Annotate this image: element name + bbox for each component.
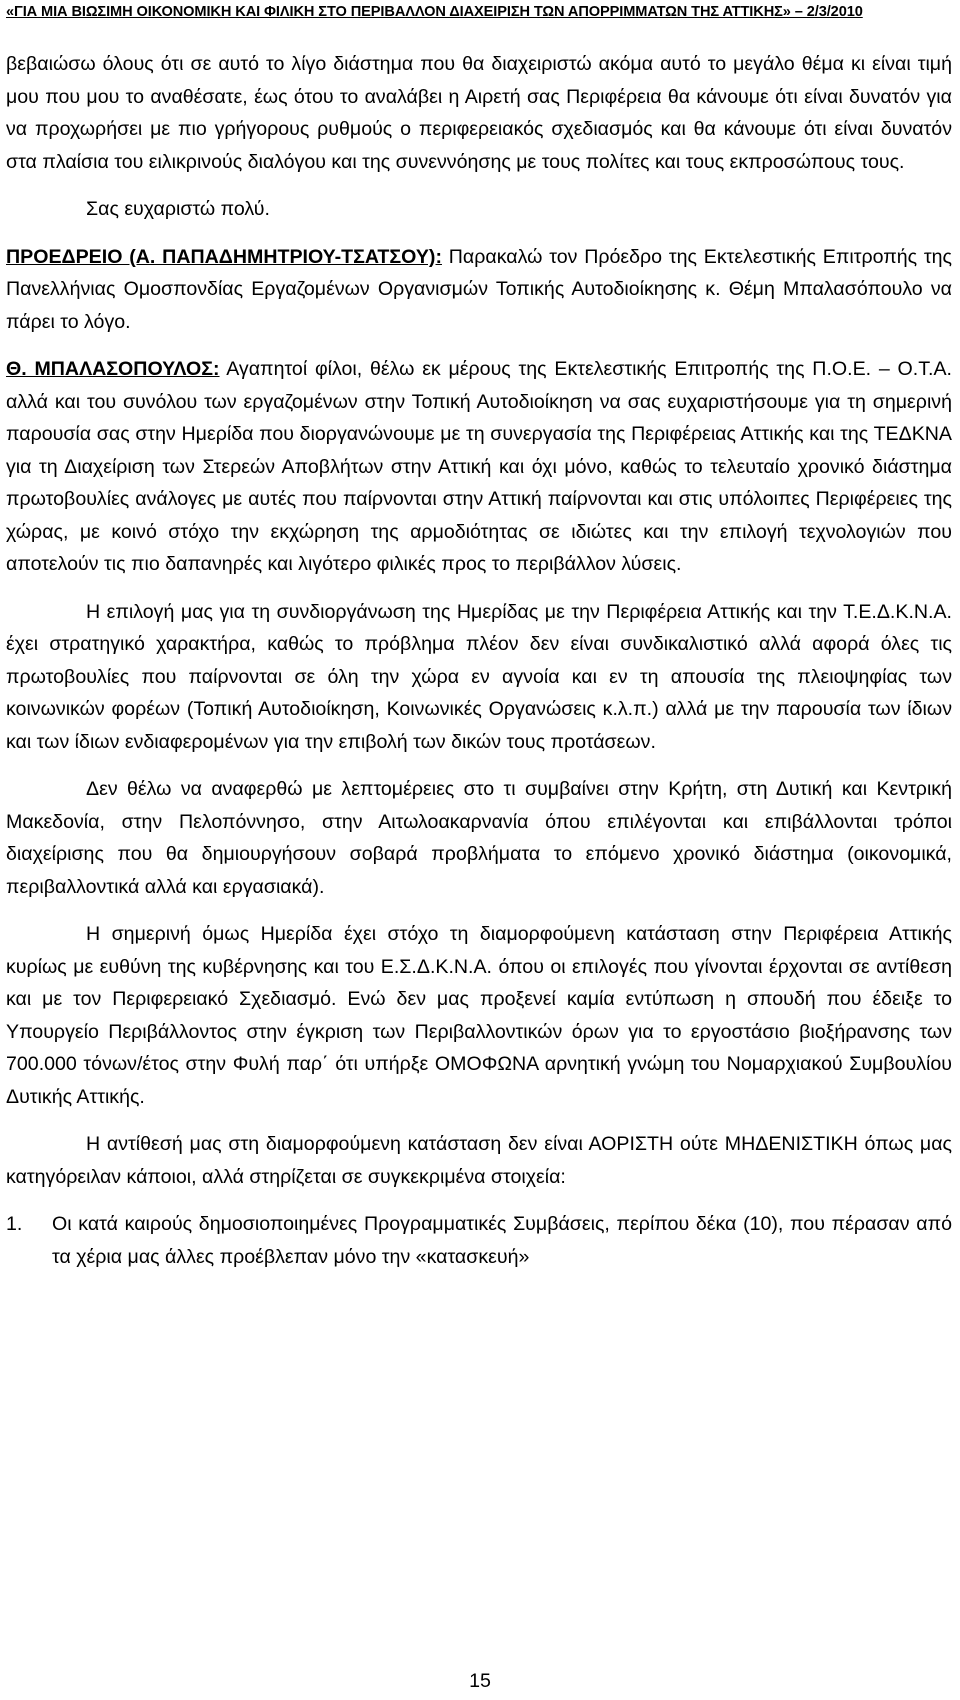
- page-number: 15: [469, 1670, 491, 1692]
- speaker-paragraph: [6, 353, 952, 581]
- paragraph: Η σημερινή όμως Ημερίδα έχει στόχο τη διαμορφούμενη κατάσταση στην Περιφέρεια Αττικής κυρίως με ευθύνη της κυβέρνησης και του Ε.Σ.Δ.Κ.Ν.Α. όπου οι επιλογές που γίνονται έρχονται σε αντίθεση και με τον Περιφερειακό Σχεδιασμό. Ενώ δεν μας προξενεί καμία εντύπωση η σπουδή που έδειξε το Υπουργείο Περιβάλλοντος στην έγκριση των Περιβαλλοντικών όρων για το εργοστάσιο βιοξήρανσης των 700.000 τόνων/έτος στην Φυλή παρ΄ ότι υπήρξε ΟΜΟΦΩΝΑ αρνητική γνώμη του Νομαρχιακού Συμβουλίου Δυτικής Αττικής.: [6, 923, 952, 1108]
- closing-remark: Σας ευχαριστώ πολύ.: [86, 198, 270, 220]
- document-body: [6, 48, 952, 1273]
- paragraph: Η αντίθεσή μας στη διαμορφούμενη κατάσταση δεν είναι ΑΟΡΙΣΤΗ ούτε ΜΗΔΕΝΙΣΤΙΚΗ όπως μας κατηγόρειλαν κάποιοι, αλλά στηρίζεται σε συγκεκριμένα στοιχεία:: [6, 1133, 952, 1188]
- running-header: «ΓΙΑ ΜΙΑ ΒΙΩΣΙΜΗ ΟΙΚΟΝΟΜΙΚΗ ΚΑΙ ΦΙΛΙΚΗ ΣΤΟ ΠΕΡΙΒΑΛΛΟΝ ΔΙΑΧΕΙΡΙΣΗ ΤΩΝ ΑΠΟΡΡΙΜΜΑΤΩΝ ΤΗΣ ΑΤΤΙΚΗΣ» – 2/3/2010: [6, 4, 863, 20]
- speaker-text: Αγαπητοί φίλοι, θέλω εκ μέρους της Εκτελεστικής Επιτροπής της Π.Ο.Ε. – Ο.Τ.Α. αλλά και του συνόλου των εργαζομένων στην Τοπική Αυτοδιοίκηση να σας ευχαριστήσουμε για τη σημερινή παρουσία σας στην Ημερίδα που διοργανώνουμε με τη συνεργασία της Περιφέρειας Αττικής και της ΤΕΔΚΝΑ για τη Διαχείριση των Στερεών Αποβλήτων στην Αττική και όχι μόνο, καθώς το τελευταίο χρονικό διάστημα πρωτοβουλίες ανάλογες με αυτές που παίρνονται στην Αττική παίρνονται και στις υπόλοιπες Περιφέρειες της χώρας, με κοινό στόχο την εκχώρηση της αρμοδιότητας σε ιδιώτες και την επιλογή τεχνολογιών που αποτελούν τις πιο δαπανηρές και λιγότερο φιλικές προς το περιβάλλον λύσεις.: [6, 358, 952, 575]
- list-item-text: Οι κατά καιρούς δημοσιοποιημένες Προγραμματικές Συμβάσεις, περίπου δέκα (10), που πέρασαν από τα χέρια μας άλλες προέβλεπαν μόνο την «κατασκευή»: [52, 1213, 952, 1268]
- paragraph: Η επιλογή μας για τη συνδιοργάνωση της Ημερίδας με την Περιφέρεια Αττικής και την Τ.Ε.Δ.Κ.Ν.Α. έχει στρατηγικό χαρακτήρα, καθώς το πρόβλημα πλέον δεν είναι συνδικαλιστικό αλλά αφορά όλες τις πρωτοβουλίες που παίρνονται σε όλη την χώρα εν αγνοία και εν τη απουσία της πλειοψηφίας των κοινωνικών φορέων (Τοπική Αυτοδιοίκηση, Κοινωνικές Οργανώσεις κ.λ.π.) αλλά με την παρουσία των ίδιων και των ίδιων ενδιαφερομένων για την επιβολή των δικών τους προτάσεων.: [6, 600, 952, 753]
- speaker-name: ΠΡΟΕΔΡΕΙΟ (Α. ΠΑΠΑΔΗΜΗΤΡΙΟΥ-ΤΣΑΤΣΟΥ):: [6, 245, 442, 268]
- speaker-name: Θ. ΜΠΑΛΑΣΟΠΟΥΛΟΣ:: [6, 358, 220, 380]
- speaker-text: Παρακαλώ τον Πρόεδρο της Εκτελεστικής Επιτροπής της Πανελλήνιας Ομοσπονδίας Εργαζομένων Οργανισμών Τοπικής Αυτοδιοίκησης κ. Θέμη Μπαλασόπουλο να πάρει το λόγο.: [6, 245, 952, 333]
- list-item-number: 1.: [6, 1213, 23, 1235]
- paragraph: βεβαιώσω όλους ότι σε αυτό το λίγο διάστημα που θα διαχειριστώ ακόμα αυτό το μεγάλο θέμα κι είναι τιμή μου που μου το αναθέσατε, έως ότου το αναλάβει η Αιρετή σας Περιφέρεια θα κάνουμε ότι είναι δυνατόν για να προχωρήσει με πιο γρήγορους ρυθμούς ο περιφερειακός σχεδιασμός και θα κάνουμε ότι είναι δυνατόν στα πλαίσια του ειλικρινούς διαλόγου και της συνεννόησης με τους πολίτες και τους εκπροσώπους τους.: [6, 53, 952, 173]
- list-item: [6, 1208, 952, 1273]
- paragraph: Δεν θέλω να αναφερθώ με λεπτομέρειες στο τι συμβαίνει στην Κρήτη, στη Δυτική και Κεντρική Μακεδονία, στην Πελοπόννησο, στην Αιτωλοακαρνανία όπου επιλέγονται και επιβάλλονται τρόποι διαχείρισης που θα δημιουργήσουν σοβαρά προβλήματα το επόμενο χρονικό διάστημα (οικονομικά, περιβαλλοντικά αλλά και εργασιακά).: [6, 778, 952, 898]
- speaker-paragraph: [6, 241, 952, 339]
